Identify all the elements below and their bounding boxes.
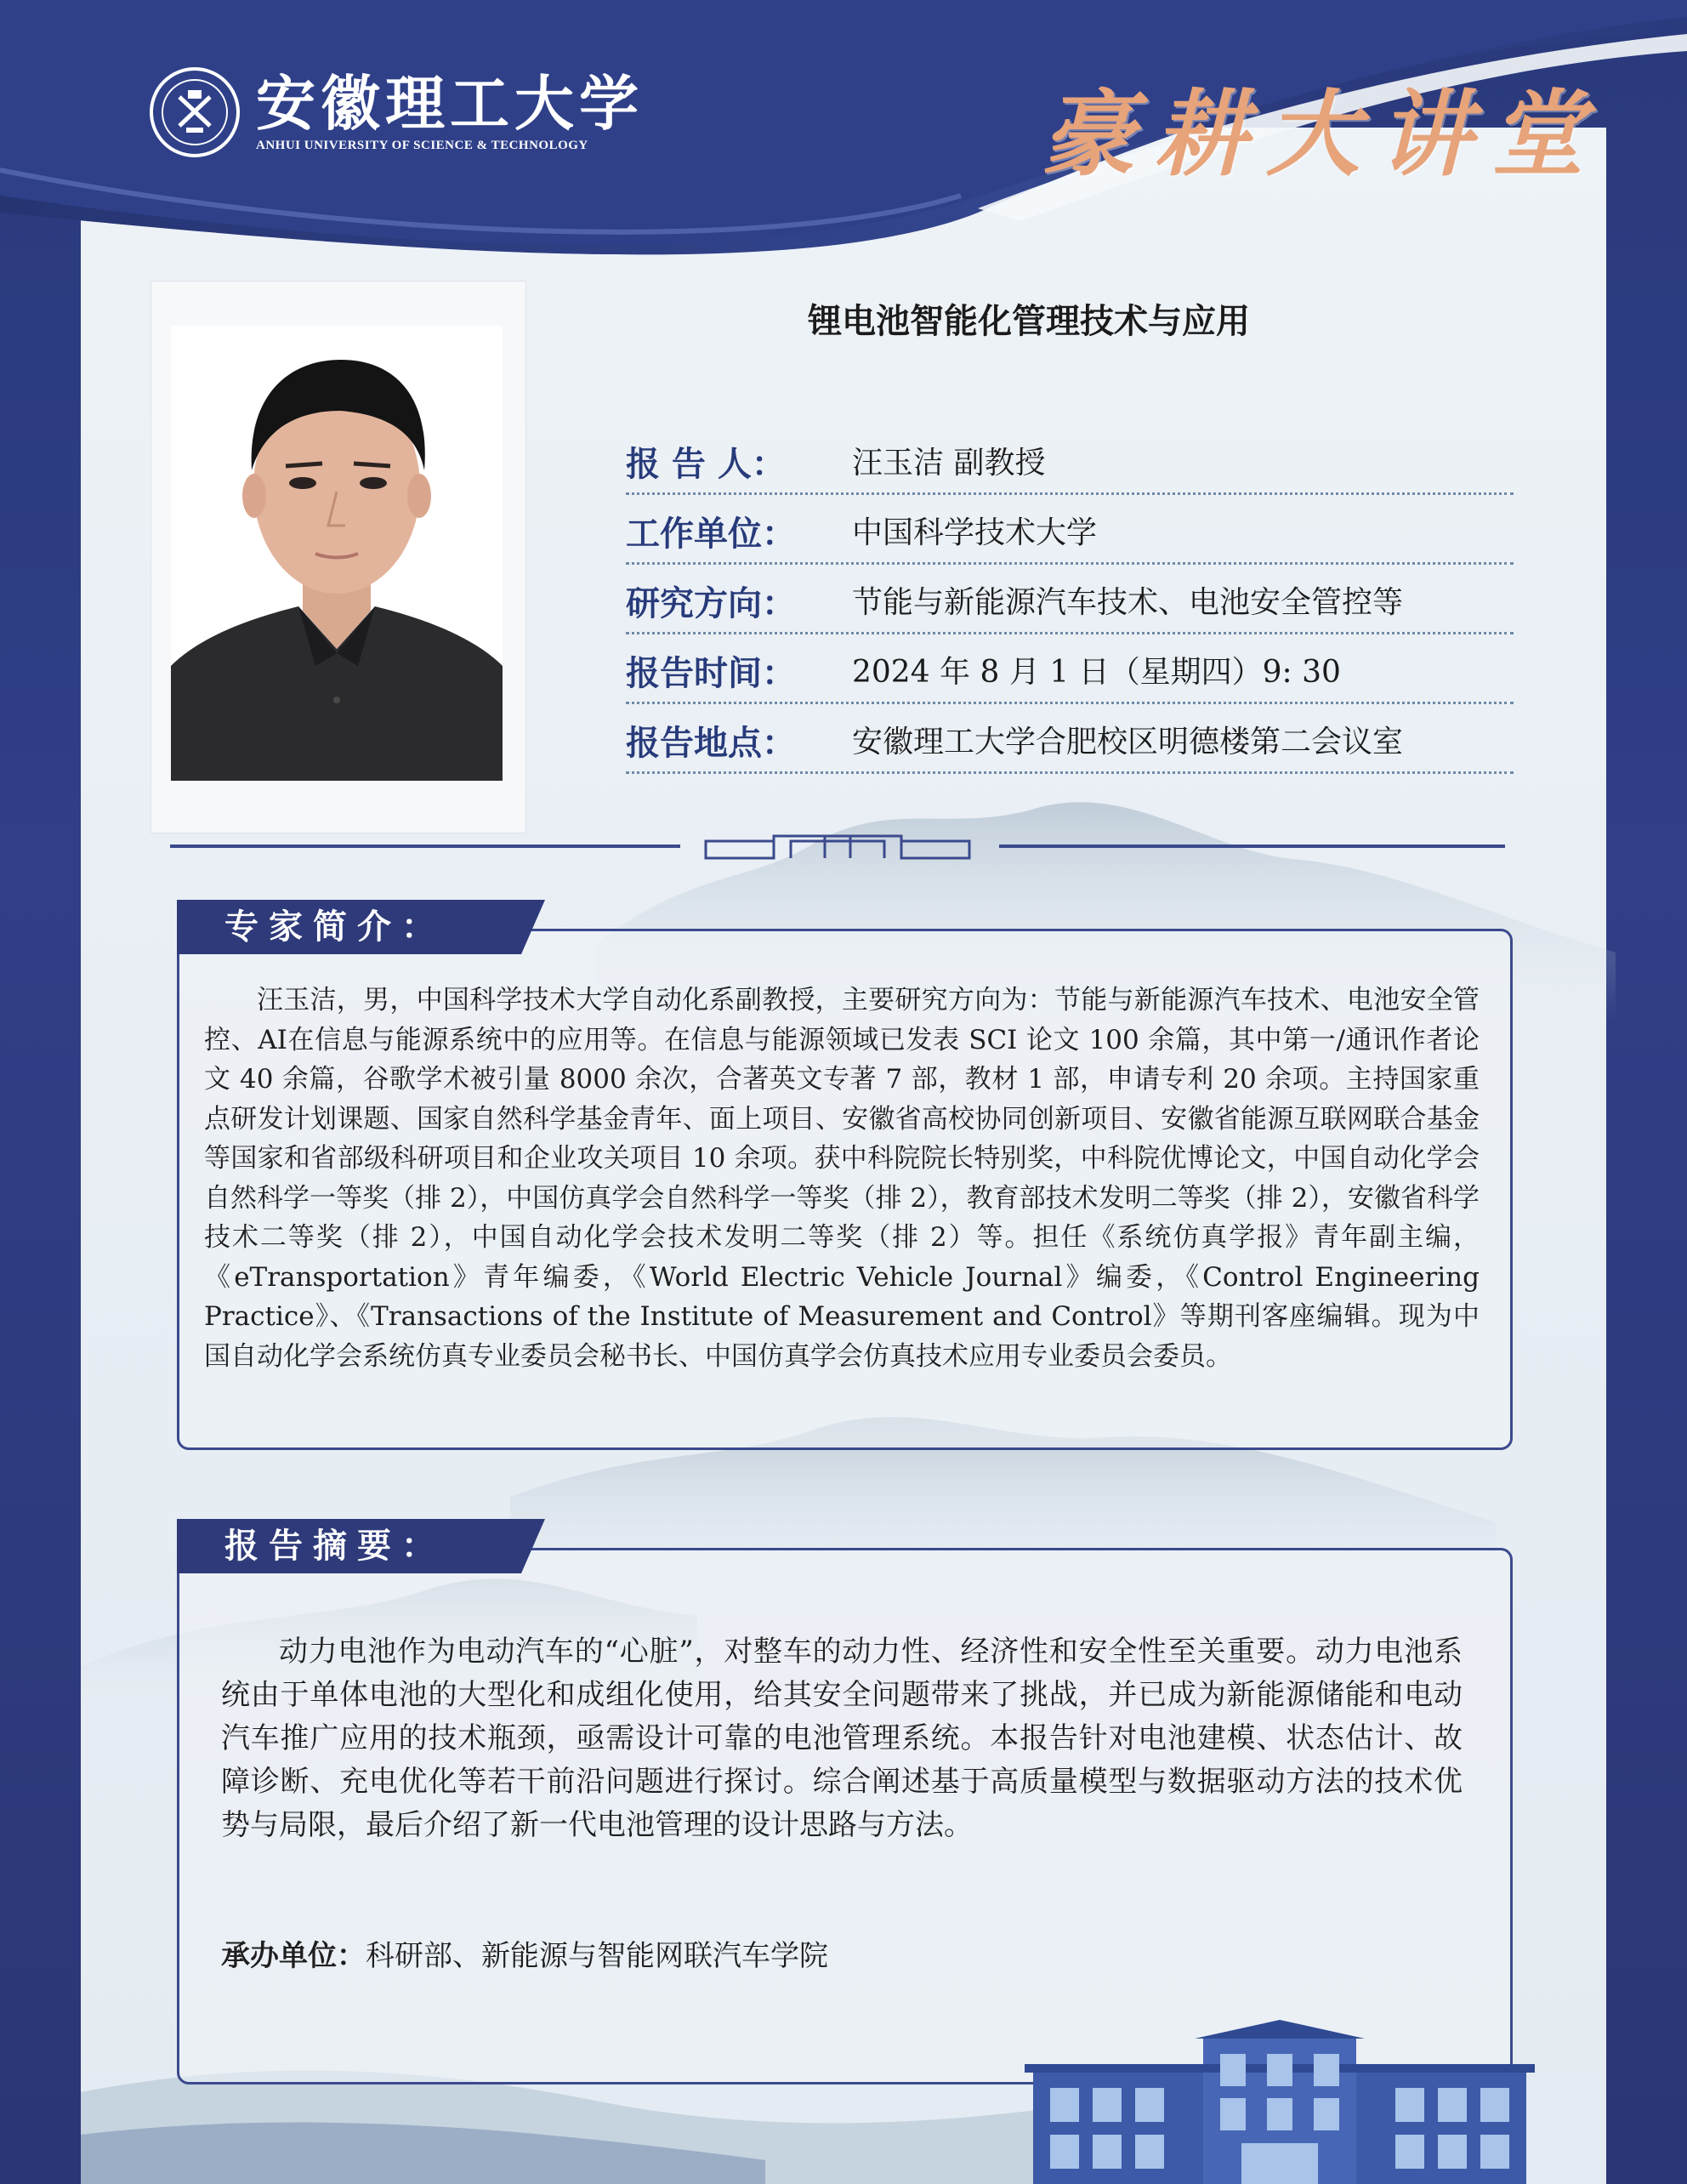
info-value: 安徽理工大学合肥校区明德楼第二会议室 — [852, 725, 1404, 759]
info-row-speaker — [626, 425, 1514, 495]
building-icon — [1025, 2020, 1535, 2184]
info-value: 汪玉洁 副教授 — [852, 446, 1046, 481]
organizer-line — [221, 1932, 828, 1974]
info-value: 中国科学技术大学 — [852, 515, 1098, 550]
info-row-affiliation — [626, 495, 1514, 565]
info-row-research — [626, 565, 1514, 634]
bio-heading: 专家简介： — [177, 900, 521, 954]
info-label: 研究方向： — [626, 584, 796, 623]
info-table — [626, 425, 1514, 774]
organizer-value: 科研部、新能源与智能网联汽车学院 — [366, 1939, 828, 1973]
info-label: 报 告 人： — [626, 445, 786, 484]
university-name-cn: 安徽理工大学 — [256, 67, 644, 139]
info-value: 2024 年 8 月 1 日（星期四）9: 30 — [852, 655, 1341, 690]
info-label: 报告时间： — [626, 654, 796, 693]
organizer-label: 承办单位： — [221, 1939, 366, 1973]
university-logo — [149, 66, 644, 158]
bio-text: 汪玉洁，男，中国科学技术大学自动化系副教授，主要研究方向为：节能与新能源汽车技术、电池安全管控、AI在信息与能源系统中的应用等。在信息与能源领域已发表 SCI 论文 100 余篇，其中第一/通讯作者论文 40 余篇，谷歌学术被引量 8000 余次，合著英文专著 7 部，教材 1 部，申请专利 20 余项。主持国家重点研发计划课题、国家自然科学基金青年、面上项目、安徽省高校协同创新项目、安徽省能源互联网联合基金等国家和省部级科研项目和企业攻关项目 10 余项。获中科院院长特别奖，中科院优博论文，中国自动化学会自然科学一等奖（排 2），中国仿真学会自然科学一等奖（排 2），教育部技术发明二等奖（排 2），安徽省科学技术二等奖（排 2），中国自动化学会技术发明二等奖（排 2）等。担任《系统仿真学报》青年副主编，《eTransportation》青年编委，《World Electric Vehicle Journal》编委，《Control Engineering Practice》、《Transactions of the Institute of Measurement and Control》等期刊客座编辑。现为中国自动化学会系统仿真专业委员会秘书长、中国仿真学会仿真技术应用专业委员会委员。 — [204, 985, 1480, 1372]
university-name-en: ANHUI UNIVERSITY OF SCIENCE & TECHNOLOGY — [256, 138, 588, 152]
info-label: 工作单位： — [626, 515, 796, 554]
abstract-heading: 报告摘要： — [177, 1519, 521, 1573]
info-row-location — [626, 704, 1514, 774]
talk-title: 锂电池智能化管理技术与应用 — [808, 302, 1250, 341]
info-label: 报告地点： — [626, 724, 796, 763]
info-row-time — [626, 634, 1514, 704]
university-seal-icon — [149, 66, 241, 158]
gate-divider — [170, 829, 1505, 863]
info-value: 节能与新能源汽车技术、电池安全管控等 — [852, 585, 1404, 620]
lecture-series-title: 豪耕大讲堂 — [1042, 79, 1603, 189]
gate-icon — [706, 836, 969, 858]
portrait-photo — [171, 326, 503, 781]
abstract-text: 动力电池作为电动汽车的“心脏”，对整车的动力性、经济性和安全性至关重要。动力电池系统由于单体电池的大型化和成组化使用，给其安全问题带来了挑战，并已成为新能源储能和电动汽车推广应用的技术瓶颈，亟需设计可靠的电池管理系统。本报告针对电池建模、状态估计、故障诊断、充电优化等若干前沿问题进行探讨。综合阐述基于高质量模型与数据驱动方法的技术优势与局限，最后介绍了新一代电池管理的设计思路与方法。 — [221, 1635, 1463, 1842]
